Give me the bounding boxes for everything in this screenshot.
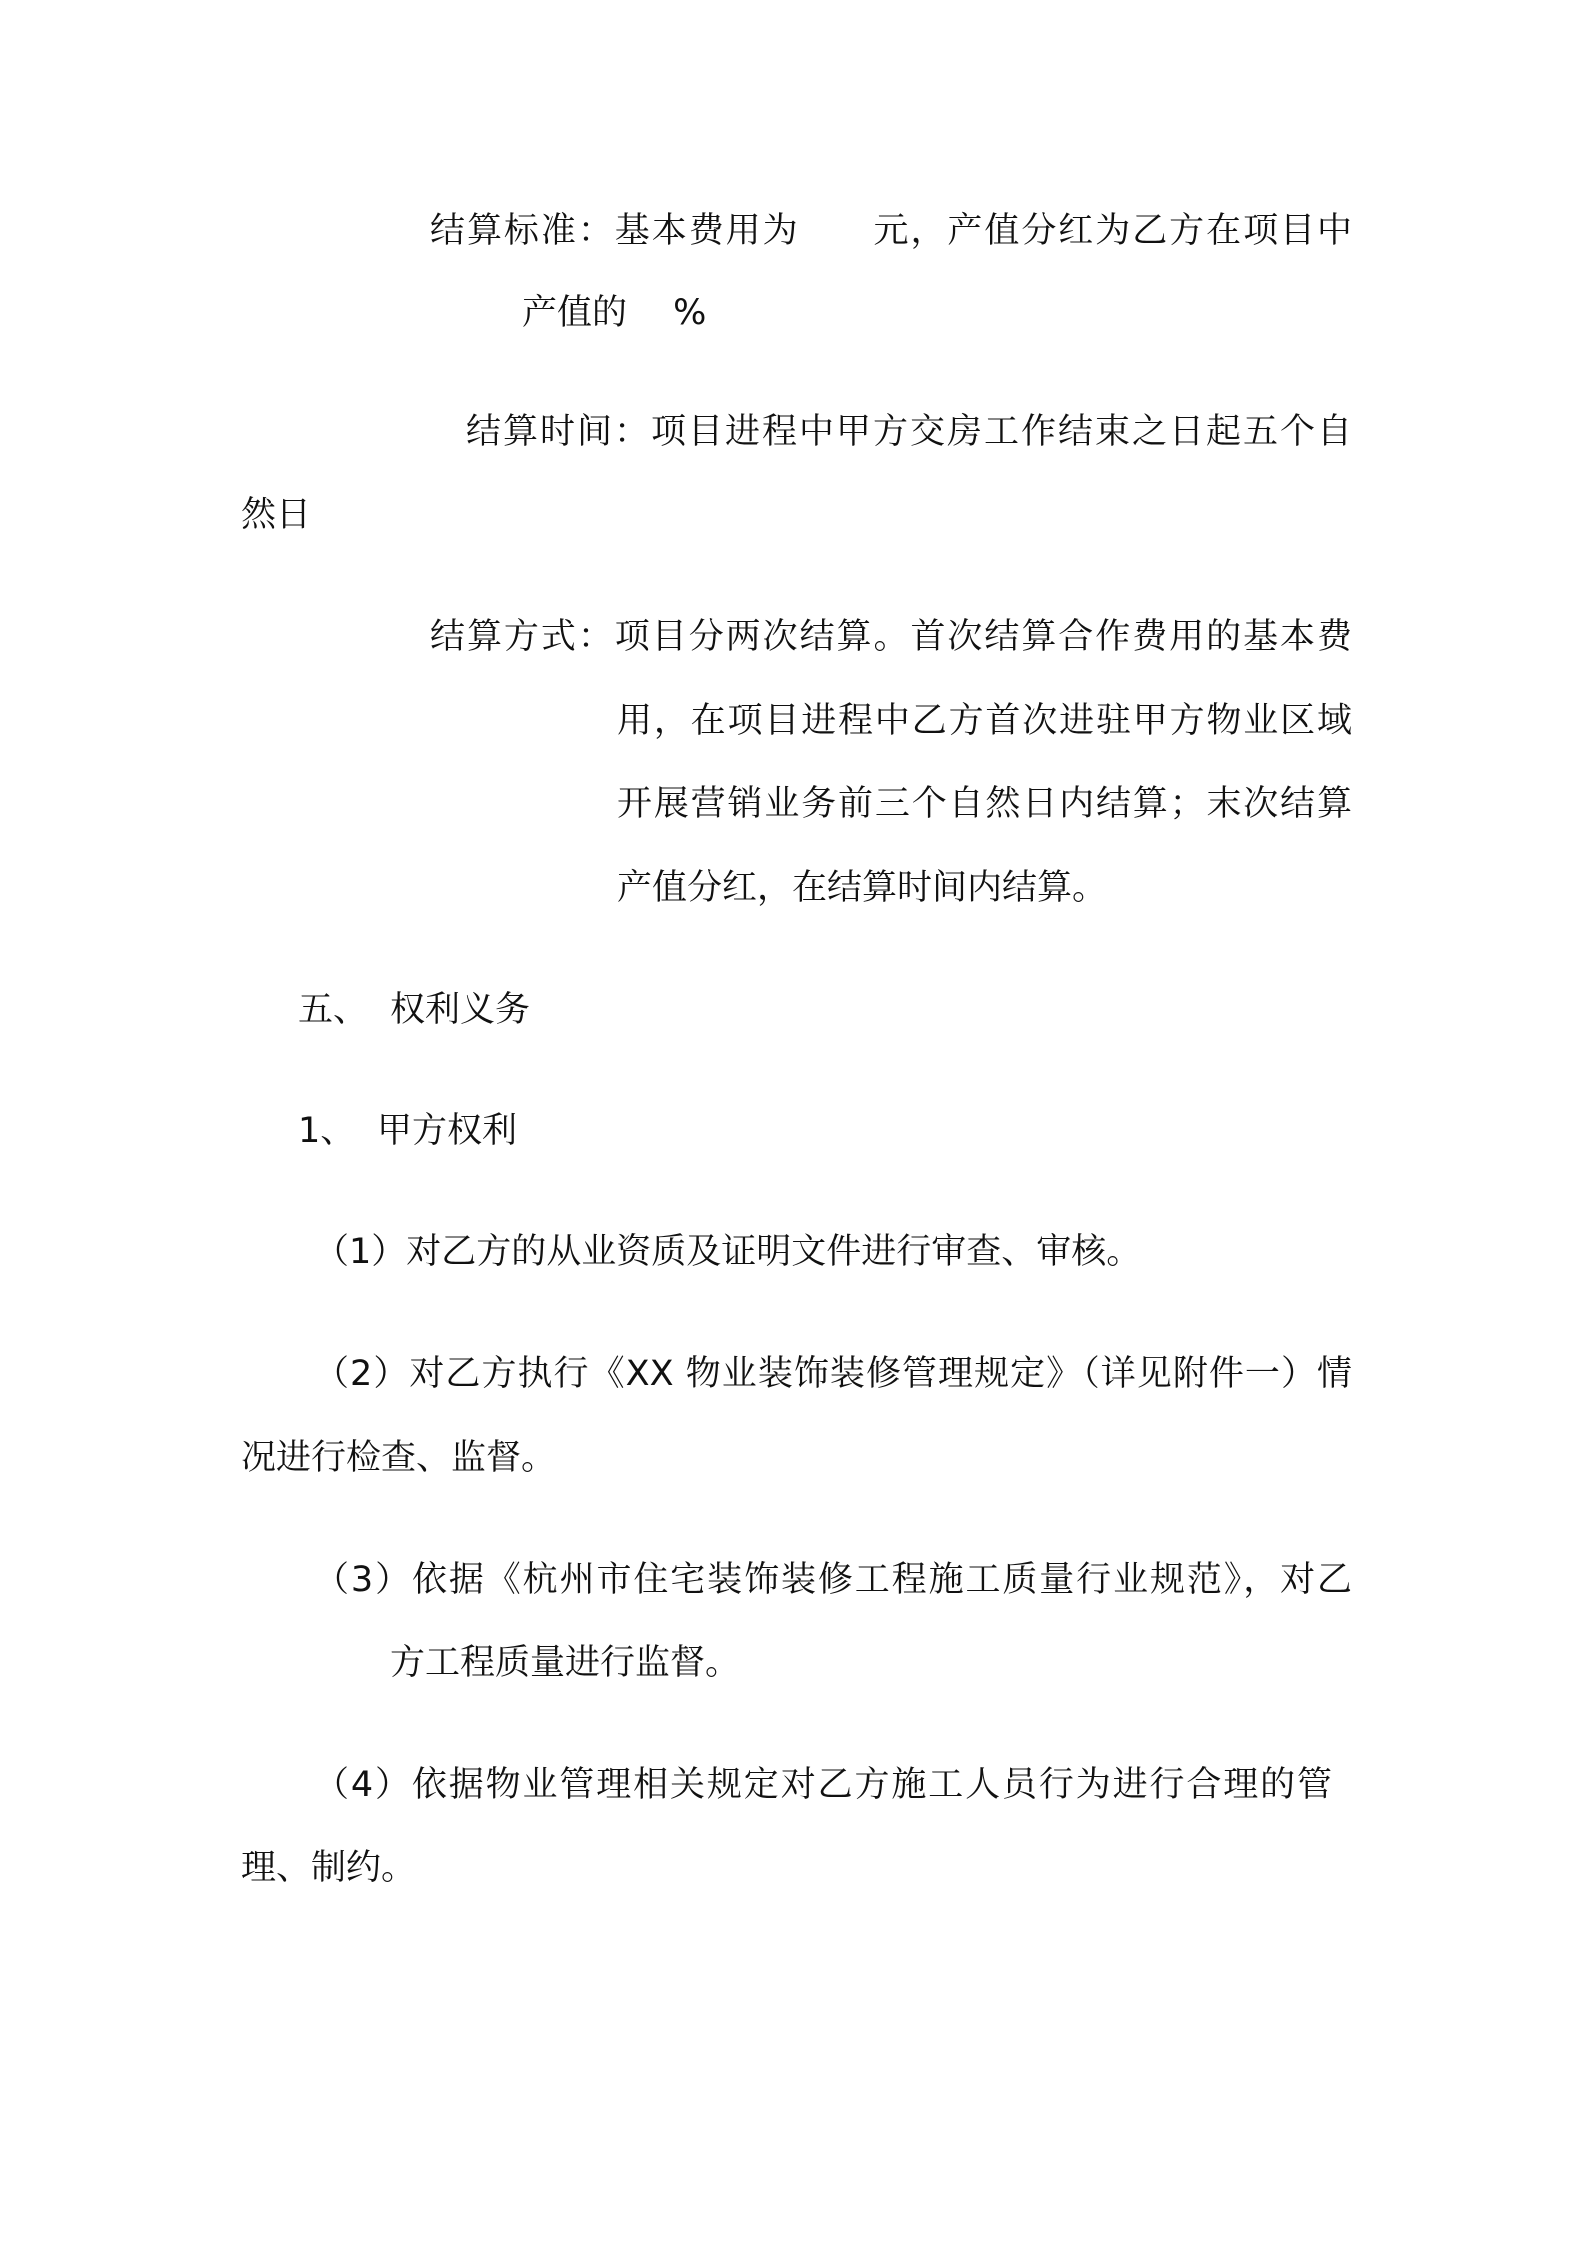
settlement-method-line-1: 结算方式：项目分两次结算。首次结算合作费用的基本费: [430, 617, 1352, 657]
right-item-3-line-1: （3）依据《杭州市住宅装饰装修工程施工质量行业规范》，对乙: [314, 1560, 1352, 1600]
section-five-number: 五、: [298, 990, 369, 1030]
section-five-title: 权利义务: [390, 990, 531, 1030]
right-item-2-line-2: 况进行检查、监督。: [241, 1438, 557, 1478]
subsection-one-number: 1、: [298, 1111, 356, 1151]
right-item-4-line-2: 理、制约。: [241, 1848, 417, 1888]
settlement-standard-line-1: 结算标准：基本费用为 元，产值分红为乙方在项目中: [430, 211, 1352, 251]
settlement-method-line-3: 开展营销业务前三个自然日内结算；末次结算: [617, 784, 1352, 824]
settlement-time-line-1: 结算时间：项目进程中甲方交房工作结束之日起五个自: [466, 412, 1352, 452]
right-item-4-line-1: （4）依据物业管理相关规定对乙方施工人员行为进行合理的管: [314, 1765, 1332, 1805]
settlement-time-line-2: 然日: [241, 495, 312, 535]
right-item-1: （1）对乙方的从业资质及证明文件进行审查、审核。: [314, 1232, 1142, 1272]
right-item-2-line-1: （2）对乙方执行《XX 物业装饰装修管理规定》（详见附件一）情: [314, 1354, 1352, 1394]
right-item-3-line-2: 方工程质量进行监督。: [390, 1643, 741, 1683]
settlement-method-line-2: 用，在项目进程中乙方首次进驻甲方物业区域: [617, 701, 1352, 741]
subsection-one-title: 甲方权利: [377, 1111, 518, 1151]
settlement-method-line-4: 产值分红，在结算时间内结算。: [617, 868, 1108, 908]
settlement-standard-line-2: 产值的 %: [522, 293, 707, 333]
